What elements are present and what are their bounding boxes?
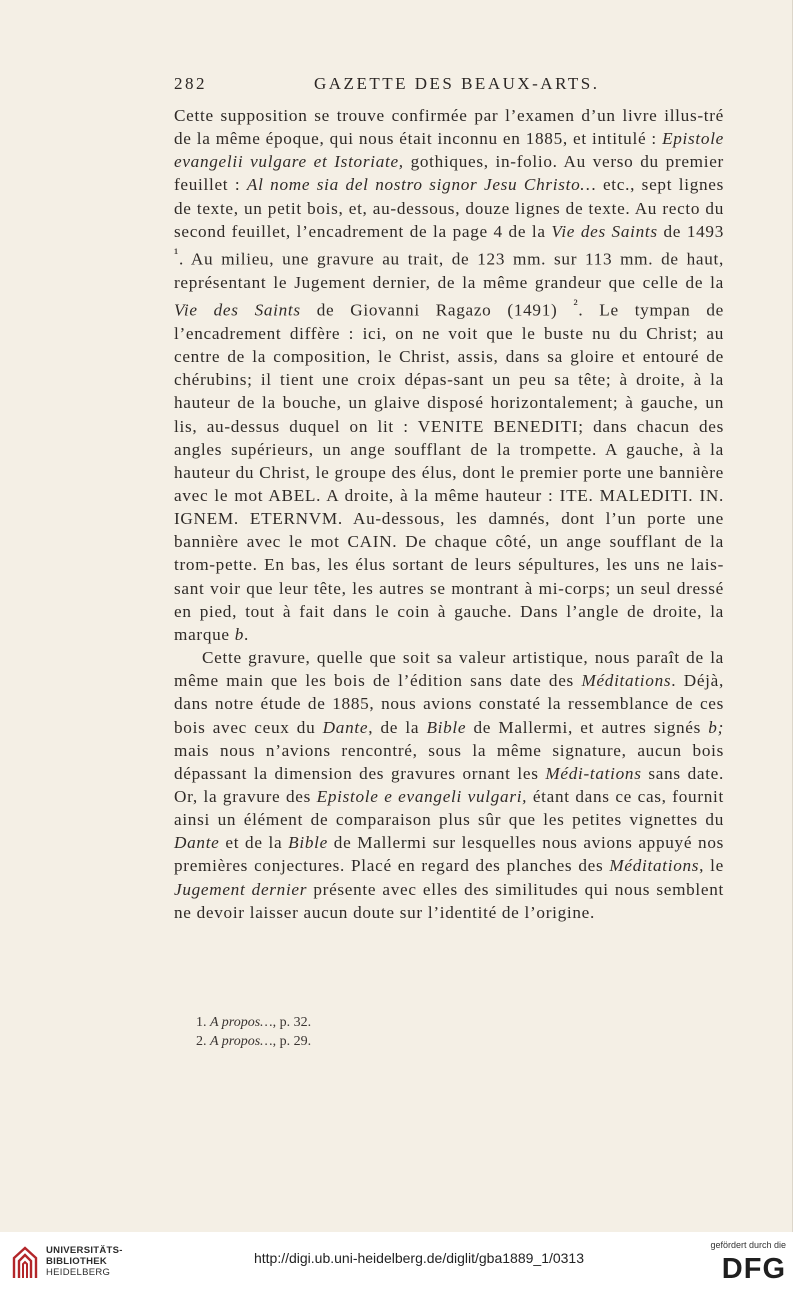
footnote-marker: ¹ bbox=[174, 245, 179, 262]
paragraph-1 bbox=[174, 104, 724, 646]
digitization-footer bbox=[0, 1232, 798, 1292]
italic-title: Bible bbox=[288, 833, 328, 853]
text-run: étant dans ce cas, fournit ainsi un élément de comparaison plus sûr que les petites vignettes du bbox=[174, 787, 724, 830]
italic-title: Vie des Saints bbox=[174, 300, 301, 320]
library-name-line: BIBLIOTHEK bbox=[46, 1256, 108, 1267]
text-run: et de la bbox=[219, 833, 289, 853]
italic-title: Dante bbox=[174, 833, 220, 853]
footnote-marker: ² bbox=[573, 296, 579, 313]
text-run: etc., sept lignes de texte, un petit bois, et, au-dessous, douze lignes de texte. Au recto du second feuillet, l’encadrement de la page 4 de la bbox=[174, 175, 725, 241]
italic-incipit: Al nome sia del nostro signor Jesu Christo… bbox=[246, 175, 597, 195]
italic-title: Epistole evangelii vulgare et Istoriate, bbox=[174, 129, 724, 172]
permalink-url[interactable]: http://digi.ub.uni-heidelberg.de/diglit/gba1889_1/0313 bbox=[253, 1250, 585, 1266]
italic-title: Vie des Saints bbox=[551, 221, 658, 241]
italic-title: Jugement dernier bbox=[174, 879, 308, 899]
footnote-page: , p. 29. bbox=[272, 1034, 312, 1049]
running-title: GAZETTE DES BEAUX-ARTS. bbox=[314, 74, 600, 93]
page-number: 282 bbox=[174, 74, 207, 93]
text-run: . bbox=[244, 624, 250, 644]
text-run: . Déjà, dans notre étude de 1885, nous avions constaté la ressemblance de ces bois avec ceux du bbox=[174, 671, 724, 737]
text-run: de Mallermi sur lesquelles nous avions appuyé nos premières conjectures. Placé en regard des planches des bbox=[174, 833, 724, 876]
text-run: sans date. Or, la gravure des bbox=[174, 763, 724, 806]
italic-title: Bible bbox=[426, 717, 467, 737]
running-header bbox=[174, 74, 724, 100]
footnote-source: A propos… bbox=[210, 1015, 273, 1030]
library-name-line: HEIDELBERG bbox=[46, 1267, 111, 1278]
text-run: gothiques, in-folio. Au verso du premier feuillet : bbox=[174, 152, 724, 195]
italic-mark: b bbox=[234, 624, 245, 644]
paragraph-2 bbox=[174, 646, 724, 924]
text-run: de 1493 bbox=[657, 221, 725, 241]
italic-mark: b; bbox=[708, 717, 724, 737]
funded-by-label: gefördert durch die bbox=[710, 1240, 786, 1250]
text-run: Cette gravure, quelle que soit sa valeur artistique, nous paraît de la même main que les bois de l’édition sans date des bbox=[174, 648, 724, 691]
footnote-number: 1. bbox=[196, 1015, 207, 1030]
italic-title: Méditations bbox=[581, 671, 672, 691]
text-run: présente avec elles des similitudes qui nous semblent ne devoir laisser aucun doute sur l’identité de l’origine. bbox=[174, 879, 725, 922]
library-name-line: UNIVERSITÄTS- bbox=[46, 1245, 123, 1256]
dfg-logo: DFG bbox=[721, 1253, 786, 1285]
italic-title: Méditations bbox=[609, 856, 700, 876]
text-run: de Mallermi, et autres signés bbox=[466, 717, 709, 737]
footnote-number: 2. bbox=[196, 1034, 207, 1049]
italic-title: Epistole e evangeli vulgari, bbox=[316, 787, 528, 806]
article-body bbox=[174, 104, 724, 924]
text-run: , de la bbox=[368, 717, 427, 737]
text-run: , le bbox=[699, 856, 724, 876]
italic-title: Dante bbox=[322, 717, 369, 737]
italic-title: Médi-tations bbox=[545, 763, 642, 783]
footnote-page: , p. 32. bbox=[272, 1015, 312, 1030]
footnote-2 bbox=[196, 1032, 311, 1051]
footnote-1 bbox=[196, 1013, 311, 1032]
footnote-source: A propos… bbox=[210, 1034, 273, 1049]
text-run: de Giovanni Ragazo (1491) bbox=[300, 300, 574, 320]
text-run: . Le tympan de l’encadrement diffère : ici, on ne voit que le buste nu du Christ; au centre de la composition, le Christ, assis, dans sa gloire et entouré de chérubins; il tient une croix dépas-sant un peu sa tête; à droite, à la hauteur de la bouche, un glaive disposé horizontalement; à gauche, un lis, au-dessus duquel on lit : VENITE BENEDITI; dans chacun des angles supérieurs, un ange soufflant de la trompette. A gauche, à la hauteur du Christ, le groupe des élus, dont le premier porte une bannière avec le mot ABEL. A droite, à la même hauteur : ITE. MALEDITI. IN. IGNEM. ETERNVM. Au-dessous, les damnés, dont l’un porte une bannière avec le mot CAIN. De chaque côté, un ange soufflant de la trom-pette. En bas, les élus sortant de leurs sépultures, les uns ne lais-sant voir que leur tête, les autres se montrant à mi-corps; un seul dressé en pied, tout à fait dans le coin à gauche. Dans l’angle de droite, la marque bbox=[174, 300, 724, 644]
text-run: mais nous n’avions rencontré, sous la même signature, aucun bois dépassant la dimension des gravures ornant les bbox=[174, 740, 724, 783]
footnotes bbox=[196, 1013, 311, 1051]
text-run: . Au milieu, une gravure au trait, de 123 mm. sur 113 mm. de haut, représentant le Jugement dernier, de la même grandeur que celle de la bbox=[174, 249, 724, 292]
text-run: Cette supposition se trouve confirmée par l’examen d’un livre illus-tré de la même époque, qui nous était inconnu en 1885, et intitulé : bbox=[174, 106, 724, 149]
